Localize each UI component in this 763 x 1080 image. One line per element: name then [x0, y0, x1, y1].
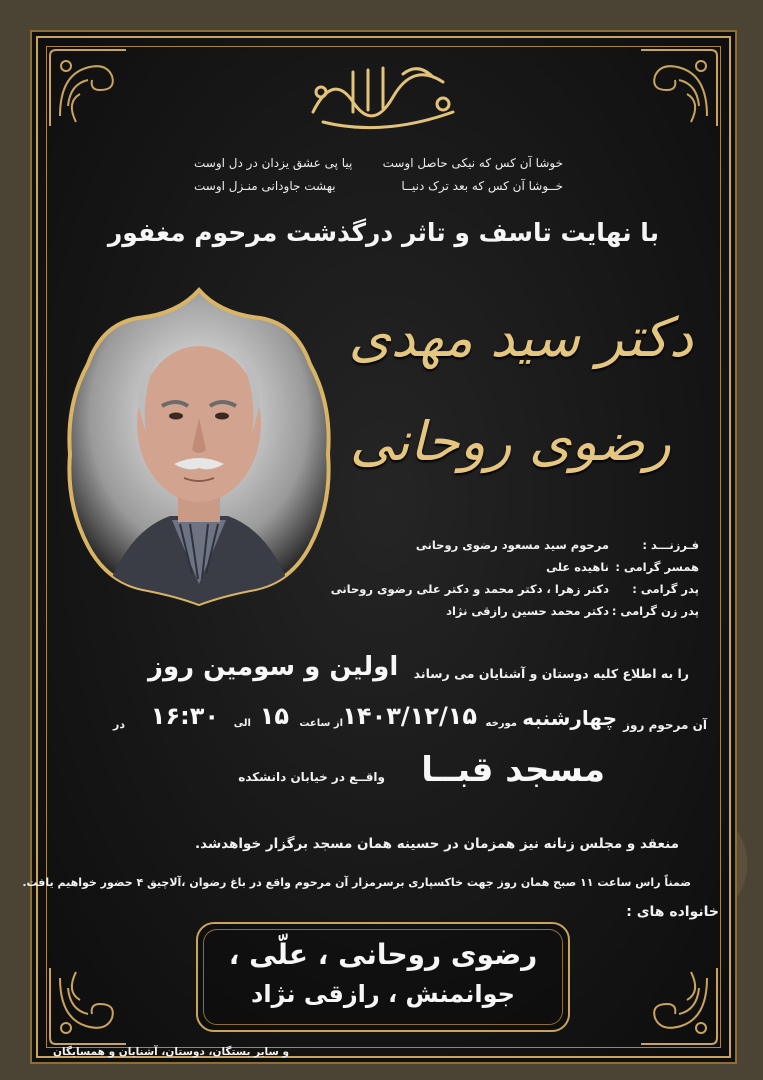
relatives-row [299, 604, 699, 624]
women-session-note: منعقد و مجلس زنانه نیز همزمان در حسینه همان مسجد برگزار خواهدشد. [195, 836, 679, 852]
poem-verse: خــوشا آن کس که بعد ترک دنیــا [401, 179, 563, 193]
portrait-photo [60, 284, 338, 610]
relative-label: پدر زن گرامی : [611, 604, 699, 618]
obituary-card [22, 36, 731, 1058]
poem-verse: بهشت جاودانی منـزل اوست [194, 179, 336, 193]
announcement-prefix: آن مرحوم روز [623, 718, 707, 732]
corner-ornament-icon [46, 964, 130, 1048]
date-label: مورخه [485, 718, 517, 729]
relative-value: دکتر محمد حسین رازقی نژاد [446, 604, 609, 618]
families-label: خانواده های : [626, 904, 719, 920]
relatives-list [299, 538, 699, 628]
relatives-row [299, 538, 699, 558]
calligraphy-verse-emblem [293, 52, 473, 142]
relatives-row [299, 560, 699, 580]
to-time-label: الی [233, 718, 251, 729]
corner-ornament-icon [46, 46, 130, 130]
footer-note: و سایر بستگان، دوستان، آشنایان و همسایگان [53, 1046, 289, 1058]
at-label: در [113, 718, 125, 731]
deceased-name-line-2: رضوی روحانی [349, 410, 671, 473]
poem-verse: خوشا آن کس که نیکی حاصل اوست [382, 156, 563, 170]
relative-value: دکتر زهرا ، دکتر محمد و دکتر علی رضوی روحانی [330, 582, 609, 596]
burial-note: ضمناً راس ساعت ۱۱ صبح همان روز جهت خاکسپاری برسرمزار آن مرحوم واقع در باغ رضوان ،آلاچیق ۴ حضور خواهیم یافت. [22, 876, 691, 889]
venue-name: مسجد قبــا [421, 750, 605, 790]
headline: با نهایت تاسف و تاثر درگذشت مرحوم مغفور [107, 218, 660, 247]
families-line-1: رضوی روحانی ، علّی ، [228, 938, 538, 971]
date-value: ۱۴۰۳/۱۲/۱۵ [342, 702, 477, 730]
poem-verse: پیا پی عشق یزدان در دل اوست [194, 156, 353, 170]
venue-address: واقــع در خیابان دانشکده [238, 770, 385, 784]
from-time-label: از ساعت [299, 718, 343, 729]
families-line-2: جوانمنش ، رازقی نژاد [251, 980, 515, 1008]
corner-ornament-icon [637, 964, 721, 1048]
from-time: ۱۵ [259, 702, 289, 730]
announcement-intro: را به اطلاع کلیه دوستان و آشنایان می رساند [413, 666, 689, 681]
relative-value: ناهیده علی [546, 560, 609, 574]
ceremony-title: اولین و سومین روز [148, 652, 399, 682]
weekday: چهارشنبه [522, 706, 617, 730]
relatives-row [299, 582, 699, 602]
relative-value: مرحوم سید مسعود رضوی روحانی [415, 538, 609, 552]
to-time: ۱۶:۳۰ [150, 702, 219, 730]
relative-label: همسر گرامی : [615, 560, 699, 574]
corner-ornament-icon [637, 46, 721, 130]
deceased-name-line-1: دکتر سید مهدی [348, 306, 693, 369]
families-box [196, 922, 570, 1032]
relative-label: پدر گرامی : [632, 582, 699, 596]
relative-label: فـرزنـــد : [642, 538, 699, 552]
